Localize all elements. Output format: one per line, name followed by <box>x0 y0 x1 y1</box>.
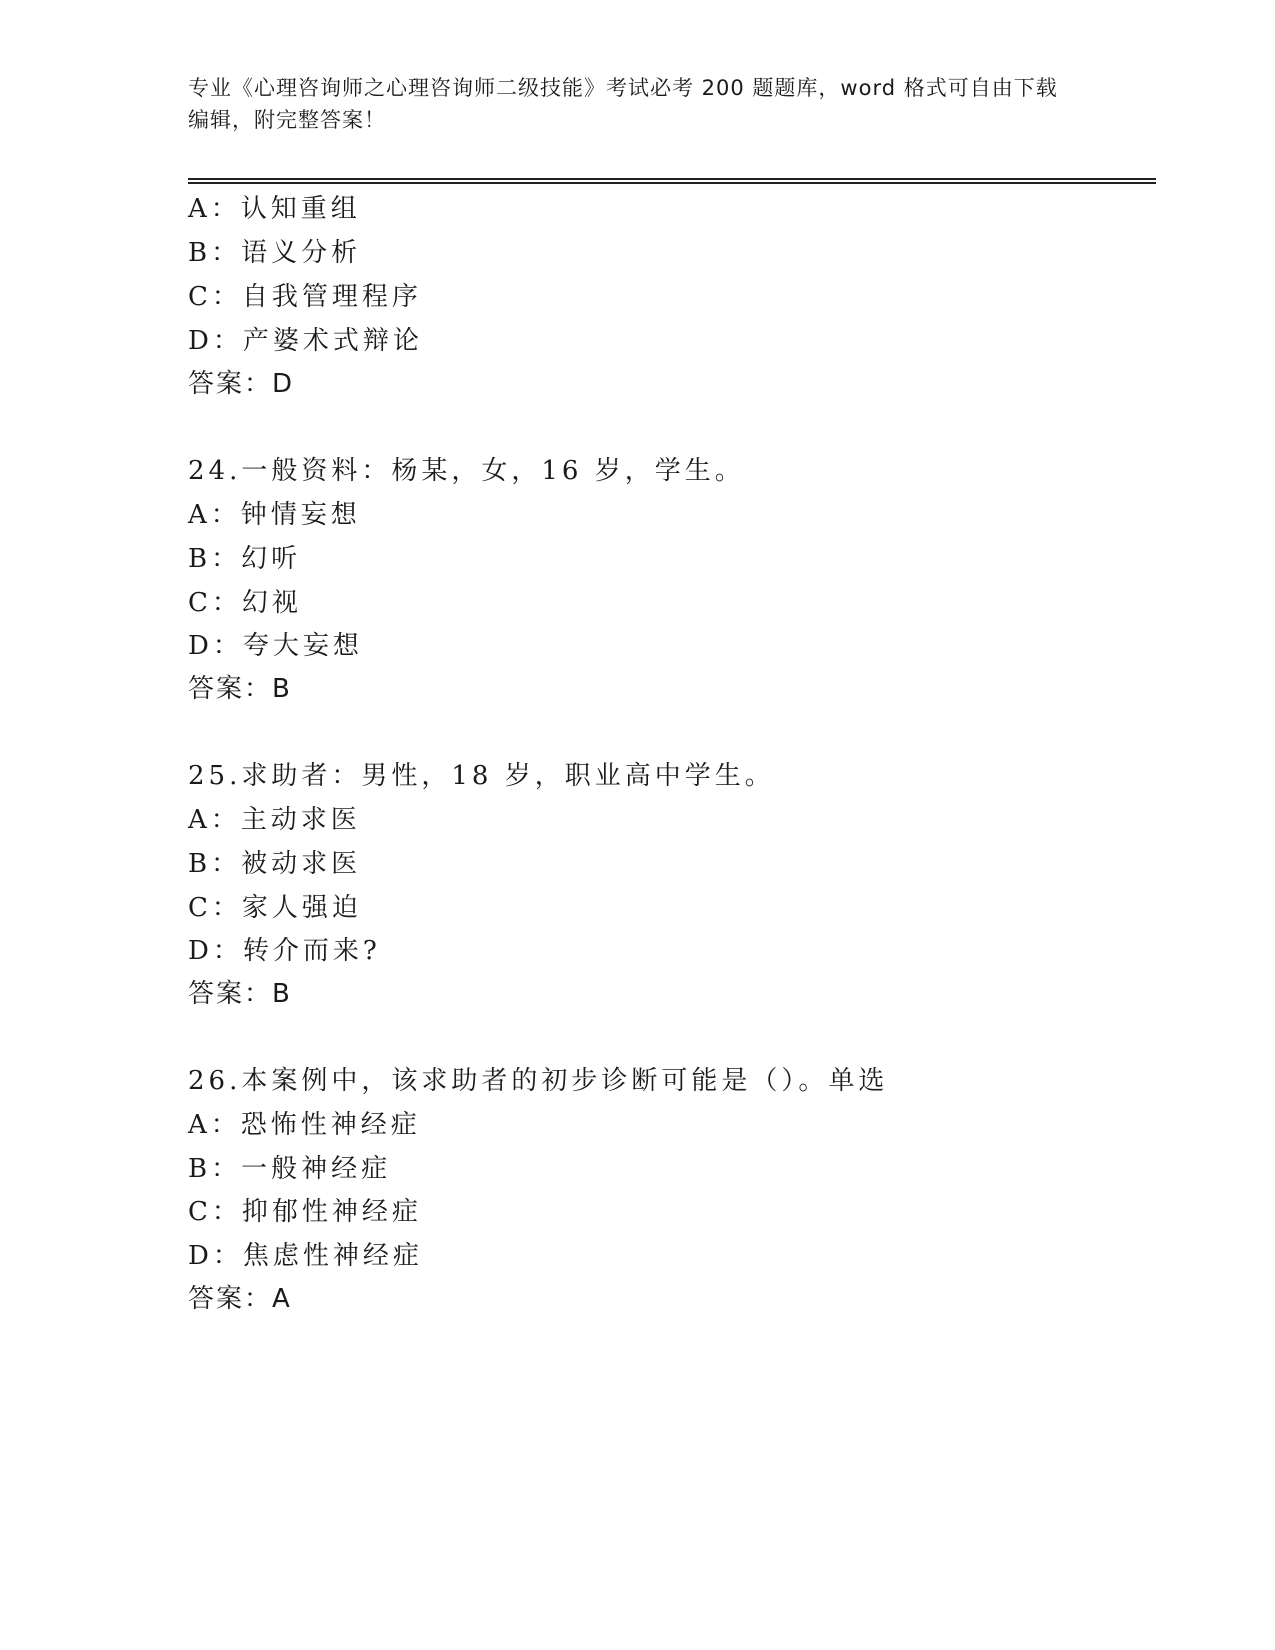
question-stem: 26.本案例中，该求助者的初步诊断可能是（）。单选 <box>188 1066 889 1096</box>
option-d: D：产婆术式辩论 <box>188 326 423 356</box>
option-a: A：主动求医 <box>188 805 361 835</box>
option-c: C：自我管理程序 <box>188 282 422 312</box>
option-c: C：幻视 <box>188 588 302 618</box>
answer: 答案：A <box>188 1284 292 1314</box>
option-a: A：恐怖性神经症 <box>188 1110 421 1140</box>
question-stem: 25.求助者：男性，18 岁，职业高中学生。 <box>188 761 775 791</box>
document-header: 专业《心理咨询师之心理咨询师二级技能》考试必考 200 题题库，word 格式可自由下载编辑，附完整答案！ <box>188 76 1058 132</box>
question-stem: 24.一般资料：杨某，女，16 岁，学生。 <box>188 456 745 486</box>
answer: 答案：B <box>188 674 292 704</box>
option-a: A：认知重组 <box>188 194 361 224</box>
option-d: D：转介而来? <box>188 936 381 966</box>
option-b: B：语义分析 <box>188 238 362 268</box>
option-b: B：幻听 <box>188 544 302 574</box>
option-d: D：夸大妄想 <box>188 631 363 661</box>
option-d: D：焦虑性神经症 <box>188 1241 423 1271</box>
answer: 答案：D <box>188 369 295 399</box>
option-c: C：抑郁性神经症 <box>188 1197 422 1227</box>
option-b: B：被动求医 <box>188 849 362 879</box>
header-divider-bottom <box>188 182 1156 184</box>
option-a: A：钟情妄想 <box>188 500 361 530</box>
header-divider-top <box>188 178 1156 180</box>
answer: 答案：B <box>188 979 292 1009</box>
option-b: B：一般神经症 <box>188 1154 392 1184</box>
option-c: C：家人强迫 <box>188 893 362 923</box>
